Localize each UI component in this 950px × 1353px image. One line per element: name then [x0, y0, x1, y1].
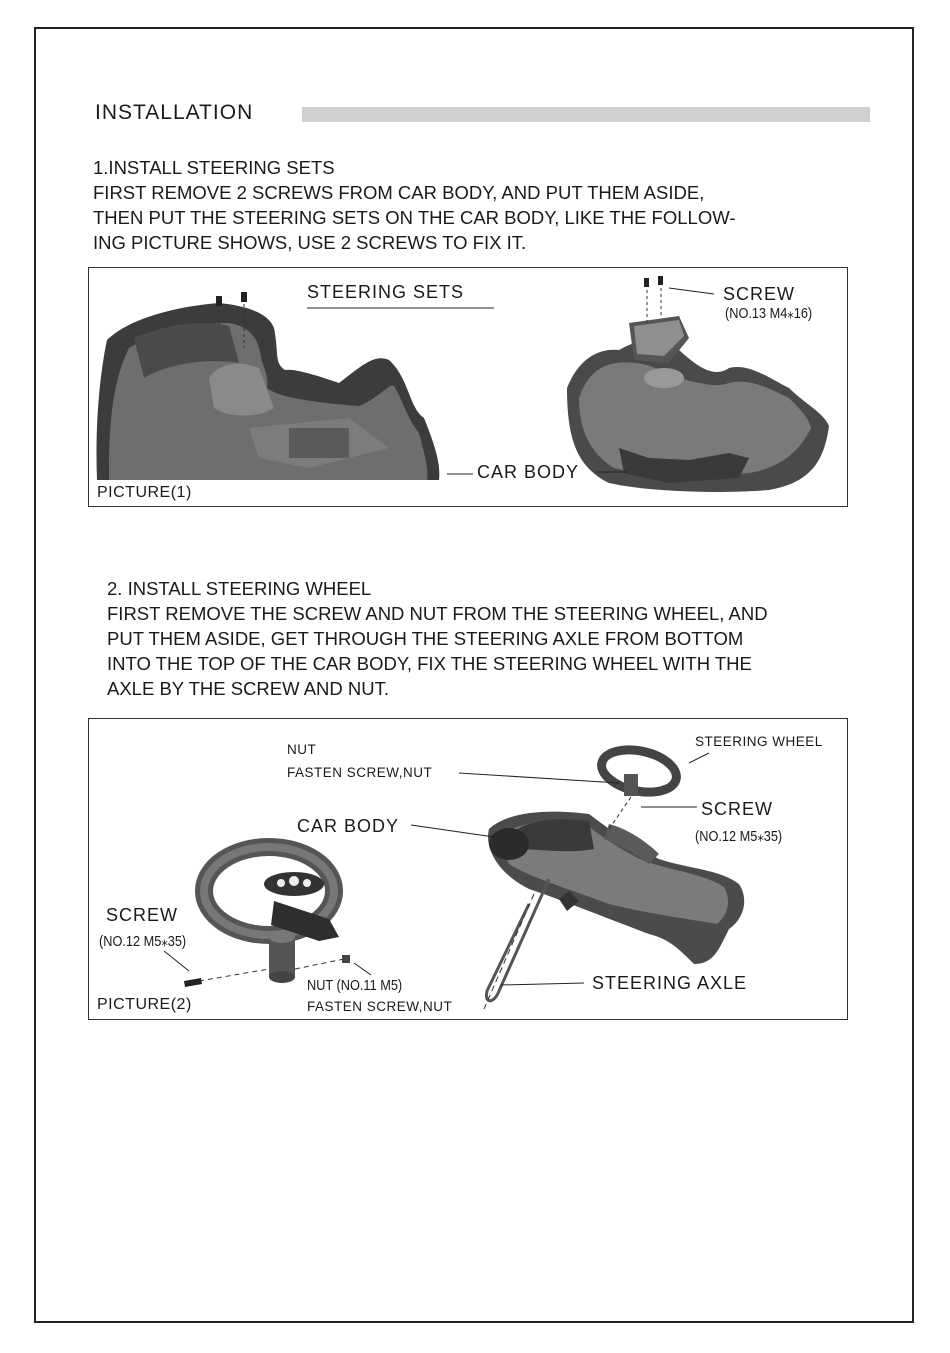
step2-line: AXLE BY THE SCREW AND NUT.	[107, 678, 390, 699]
fasten-screw-nut-bottom-label: FASTEN SCREW,NUT	[307, 999, 453, 1014]
step2-line: PUT THEM ASIDE, GET THROUGH THE STEERING AXLE FROM BOTTOM	[107, 628, 744, 649]
step1-heading: 1.INSTALL STEERING SETS	[93, 157, 335, 178]
picture-2	[88, 718, 848, 1020]
nut-label: NUT	[287, 742, 317, 757]
car-body-label: CAR BODY	[297, 816, 400, 836]
steering-wheel-label: STEERING WHEEL	[695, 734, 823, 749]
screw-right-spec-label: (NO.12 M5⁎35)	[695, 828, 783, 845]
step2-line: INTO THE TOP OF THE CAR BODY, FIX THE STEERING WHEEL WITH THE	[107, 653, 752, 674]
step2-line: FIRST REMOVE THE SCREW AND NUT FROM THE STEERING WHEEL, AND	[107, 603, 768, 624]
steering-wheel-detail-illustration	[184, 847, 350, 987]
picture-1-caption: PICTURE(1)	[97, 484, 192, 501]
screw-right-label: SCREW	[701, 799, 773, 819]
step1-line: FIRST REMOVE 2 SCREWS FROM CAR BODY, AND PUT THEM ASIDE,	[93, 182, 705, 203]
picture-2-caption: PICTURE(2)	[97, 996, 192, 1013]
screw-left-label: SCREW	[106, 905, 178, 925]
title-rule	[302, 107, 870, 122]
step1-line: ING PICTURE SHOWS, USE 2 SCREWS TO FIX IT.	[93, 232, 527, 253]
screw-spec-label: (NO.13 M4⁎16)	[725, 305, 813, 322]
step2-text	[107, 576, 768, 701]
steering-sets-label: STEERING SETS	[307, 282, 465, 302]
step2-heading: 2. INSTALL STEERING WHEEL	[107, 578, 372, 599]
step1-line: THEN PUT THE STEERING SETS ON THE CAR BODY, LIKE THE FOLLOW-	[93, 207, 736, 228]
nut-spec-label: NUT (NO.11 M5)	[307, 977, 403, 994]
fasten-screw-nut-label: FASTEN SCREW,NUT	[287, 765, 433, 780]
picture-1	[88, 267, 848, 507]
step1-text	[93, 155, 736, 255]
car-assembly-illustration	[484, 744, 744, 1009]
car-body-left-illustration	[96, 292, 439, 480]
steering-axle-label: STEERING AXLE	[592, 973, 748, 993]
screw-label: SCREW	[723, 284, 795, 304]
section-title: INSTALLATION	[95, 101, 254, 124]
screw-left-spec-label: (NO.12 M5⁎35)	[99, 933, 187, 950]
car-body-label: CAR BODY	[477, 462, 580, 482]
